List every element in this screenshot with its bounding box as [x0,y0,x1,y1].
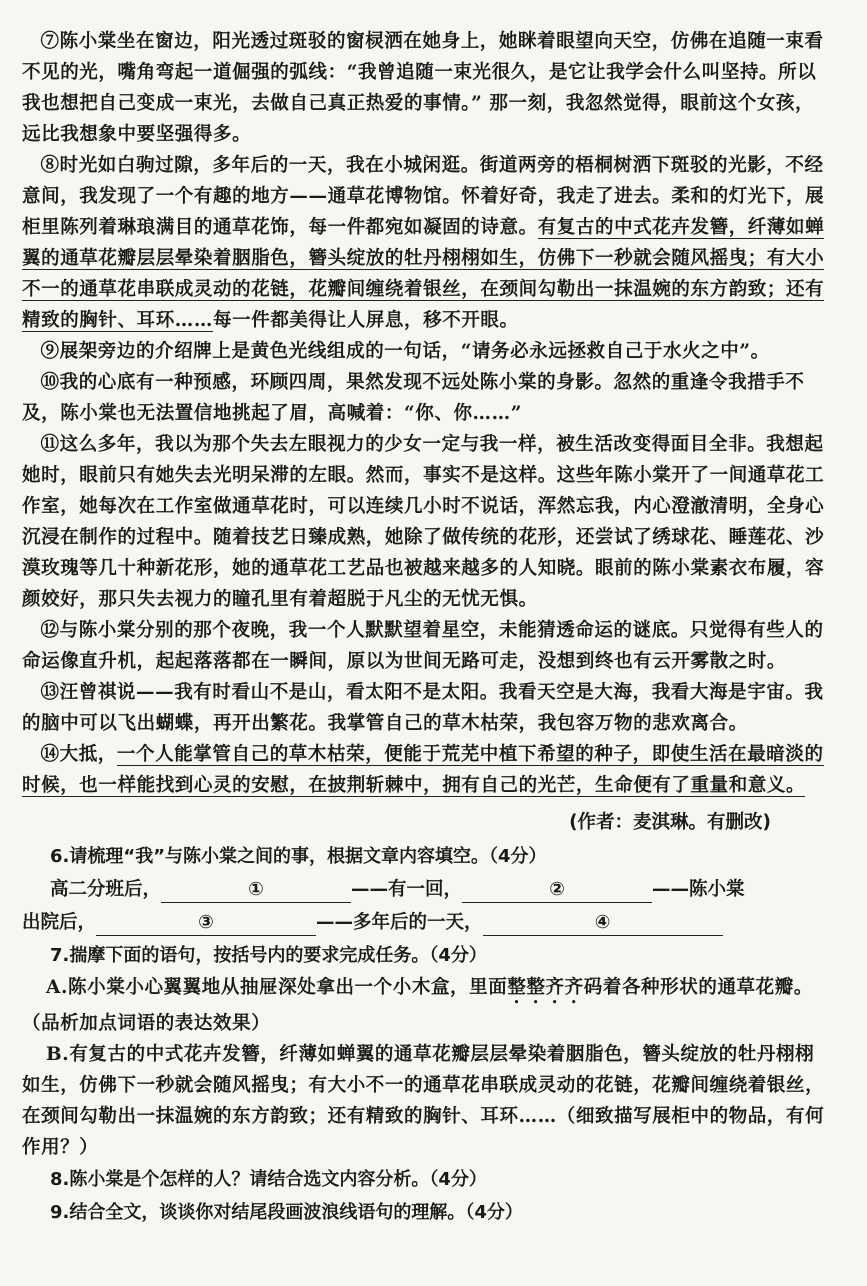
q6-blank-2[interactable]: ② [462,878,652,903]
question-8: 8.陈小棠是个怎样的人？请结合选文内容分析。（4分） [50,1169,487,1190]
question-7-b: B.有复古的中式花卉发簪，纤薄如蝉翼的通草花瓣层层晕染着胭脂色，簪头绽放的牡丹栩栩如生，仿佛下一秒就会随风摇曳；有大小不一的通草花串联成灵动的花链，花瓣间缠绕着银丝，在颈间勾勒出一抹温婉的东方韵致；还有精致的胸针、耳环……（细致描写展柜中的物品，有何作用？） [22,1044,825,1158]
paragraph-14-intro: ⑭大抵， [40,744,117,765]
question-6-row-2 [22,906,829,939]
q6-blank-3[interactable]: ③ [96,911,316,936]
q7-a-post: 码着各种形状的通草花瓣。（品析加点词语的表达效果） [22,977,813,1034]
q7-a-dotted-word: 整整齐齐 [507,977,584,998]
paragraph-8-end: 每一件都美得让人屏息，移不开眼。 [213,310,519,331]
q6-row1-start: 高二分班后， [50,879,162,900]
question-7-title: 7.揣摩下面的语句，按括号内的要求完成任务。（4分） [50,945,487,966]
question-7-a [22,972,829,1039]
paragraph-8-underlined: 有复古的中式花卉发簪，纤薄如蝉翼的通草花瓣层层晕染着胭脂色，簪头绽放的牡丹栩栩如生，仿佛下一秒就会随风摇曳；有大小不一的通草花串联成灵动的花链，花瓣间缠绕着银丝，在颈间勾勒出一抹温婉的东方韵致；还有精致的胸针、耳环…… [22,217,825,331]
q6-row2-start: 出院后， [22,912,97,933]
q6-row1-mid: ——有一回， [351,879,463,900]
paragraph-8-intro: ⑧时光如白驹过隙，多年后的一天，我在小城闲逛。街道两旁的梧桐树洒下斑驳的光影，不经意间，我发现了一个有趣的地方——通草花博物馆。怀着好奇，我走了进去。柔和的灯光下，展柜里陈列着琳琅满目的通草花饰，每一件都宛如凝固的诗意。 [22,155,825,238]
paragraph-8 [22,150,829,336]
q6-blank-4[interactable]: ④ [483,911,723,936]
paragraph-14 [22,739,829,801]
question-9: 9.结合全文，谈谈你对结尾段画波浪线语句的理解。（4分） [50,1202,523,1223]
author-credit: (作者：麦淇琳。有删改) [569,812,771,833]
paragraph-10: ⑩我的心底有一种预感，环顾四周，果然发现不远处陈小棠的身影。忽然的重逢令我措手不及，陈小棠也无法置信地挑起了眉，高喊着：“你、你……” [22,372,805,424]
paragraph-7: ⑦陈小棠坐在窗边，阳光透过斑驳的窗棂洒在她身上，她眯着眼望向天空，仿佛在追随一束看不见的光，嘴角弯起一道倔强的弧线：“我曾追随一束光很久，是它让我学会什么叫坚持。所以我也想把自己变成一束光，去做自己真正热爱的事情。” 那一刻，我忽然觉得，眼前这个女孩，远比我想象中要坚强得多。 [22,31,824,145]
question-6-title: 6.请梳理“我”与陈小棠之间的事，根据文章内容填空。（4分） [50,846,547,867]
paragraph-11: ⑪这么多年，我以为那个失去左眼视力的少女一定与我一样，被生活改变得面目全非。我想起她时，眼前只有她失去光明呆滞的左眼。然而，事实不是这样。这些年陈小棠开了一间通草花工作室，她每次在工作室做通草花时，可以连续几小时不说话，浑然忘我，内心澄澈清明，全身心沉浸在制作的过程中。随着技艺日臻成熟，她除了做传统的花形，还尝试了绣球花、睡莲花、沙漠玫瑰等几十种新花形，她的通草花工艺品也被越来越多的人知晓。眼前的陈小棠素衣布履，容颜姣好，那只失去视力的瞳孔里有着超脱于凡尘的无忧无惧。 [22,434,825,610]
paragraph-14-wavy-line: 一个人能掌管自己的草木枯荣，便能于荒芜中植下希望的种子，即使生活在最暗淡的时候，也一样能找到心灵的安慰，在披荆斩棘中，拥有自己的光芒，生命便有了重量和意义。 [22,744,824,796]
q6-row2-mid: ——多年后的一天， [316,912,483,933]
q6-row1-end: ——陈小棠 [652,879,745,900]
q7-a-pre: A.陈小棠小心翼翼地从抽屉深处拿出一个小木盒，里面 [46,977,508,998]
paragraph-13: ⑬汪曾祺说——我有时看山不是山，看太阳不是太阳。我看天空是大海，我看大海是宇宙。我的脑中可以飞出蝴蝶，再开出繁花。我掌管自己的草木枯荣，我包容万物的悲欢离合。 [22,682,824,734]
paragraph-12: ⑫与陈小棠分别的那个夜晚，我一个人默默望着星空，未能猜透命运的谜底。只觉得有些人的命运像直升机，起起落落都在一瞬间，原以为世间无路可走，没想到终也有云开雾散之时。 [22,620,824,672]
q6-blank-1[interactable]: ① [161,878,351,903]
paragraph-9: ⑨展架旁边的介绍牌上是黄色光线组成的一句话，“请务必永远拯救自己于水火之中”。 [40,341,770,362]
question-6-row-1 [22,873,829,906]
